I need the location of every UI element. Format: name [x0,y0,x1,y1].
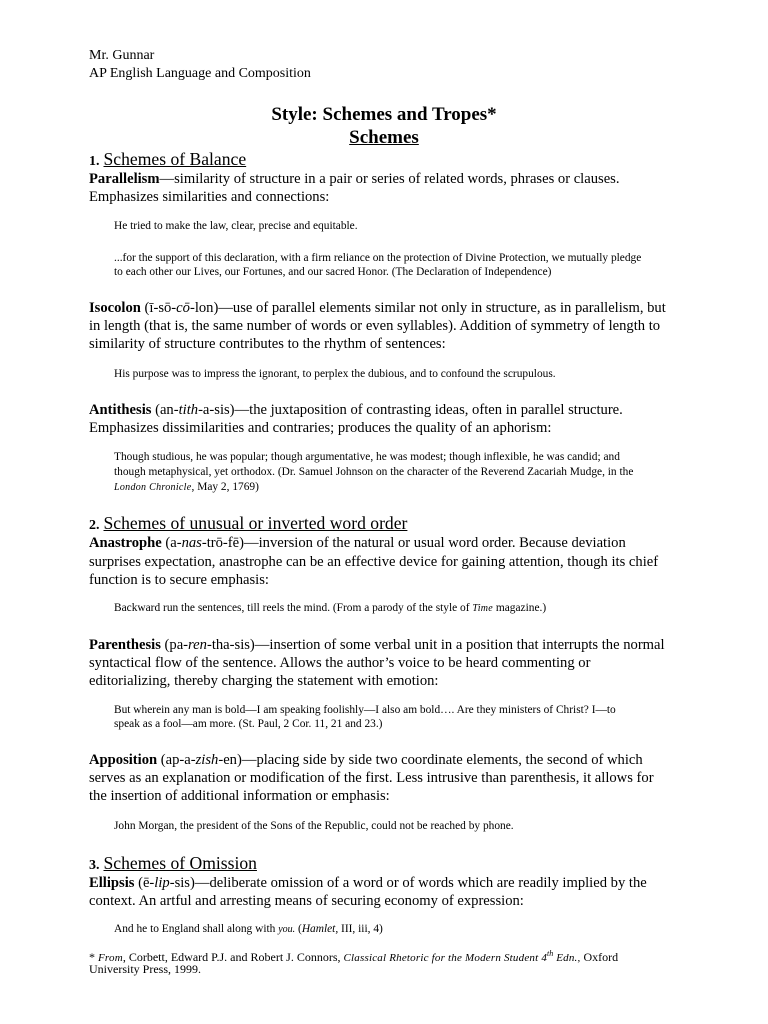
definition-text: —inversion of the natural or usual word order. Because deviation [244,535,626,551]
source-date: , May 2, 1769) [191,481,259,493]
definition-text: —insertion of some verbal unit in a position that interrupts the normal [254,637,665,653]
section-number: 2. [89,518,100,533]
parallelism-example-2-cont: to each other our Lives, our Fortunes, and our sacred Honor. (The Declaration of Independence) [114,266,552,278]
definition-text: —similarity of structure in a pair or series of related words, phrases or clauses. [159,171,620,187]
apposition-example-1: John Morgan, the president of the Sons of the Republic, could not be reached by phone. [114,820,514,832]
term-antithesis: Antithesis [89,402,152,418]
pronunciation: -sis) [169,875,195,891]
page-title: Style: Schemes and Tropes* [271,104,497,125]
footnote-book-title: Classical Rhetoric for the Modern Student 4 [343,952,548,964]
parallelism-def-line-2: Emphasizes similarities and connections: [89,189,330,205]
pronunciation: -lon) [189,300,219,316]
definition-text: —the juxtaposition of contrasting ideas, often in parallel structure. [234,402,623,418]
term-anastrophe: Anastrophe [89,535,162,551]
isocolon-def-line-2: in length (that is, the same number of words or even syllables). Addition of symmetry of length to [89,318,661,334]
anastrophe-example-1 [114,601,546,616]
example-text: magazine.) [493,602,547,614]
pronunciation-stress: ren [188,637,207,653]
anastrophe-def-line-2: surprises expectation, anastrophe can be an effective device for gaining attention, though its chief [89,554,659,570]
term-parenthesis: Parenthesis [89,637,161,653]
pronunciation: (an- [151,402,179,418]
pronunciation: (ap-a- [157,752,196,768]
isocolon-example-1: His purpose was to impress the ignorant, to perplex the dubious, and to confound the scrupulous. [114,368,556,380]
pronunciation: -en) [218,752,242,768]
term-parallelism: Parallelism [89,171,160,187]
definition-text: —placing side by side two coordinate elements, the second of which [241,752,643,768]
antithesis-example-2: though metaphysical, yet orthodox. (Dr. Samuel Johnson on the character of the Reverend Zacariah Mudge, in the [114,466,634,478]
parallelism-example-2: ...for the support of this declaration, with a firm reliance on the protection of Divine Protection, we mutually pledge [114,252,642,264]
author-name: Mr. Gunnar [89,48,155,63]
section-number: 3. [89,858,100,873]
parenthesis-example-2: speak as a fool—am more. (St. Paul, 2 Cor. 11, 21 and 23.) [114,718,383,730]
footnote-from: From [98,952,123,964]
apposition-def-line-1 [89,751,643,770]
section-title: Schemes of Balance [103,149,247,169]
section-heading-2 [89,513,407,534]
footnote-line-2: University Press, 1999. [89,962,201,976]
definition-text: —use of parallel elements similar not only in structure, as in parallelism, but [218,300,666,316]
pronunciation: (ē- [134,875,155,891]
pronunciation-stress: lip [154,875,170,891]
course-name: AP English Language and Composition [89,66,311,81]
pronunciation-stress: cō [176,300,190,316]
apposition-def-line-2: serves as an explanation or modification of the first. Less intrusive than parenthesis, it allows for [89,770,654,786]
source-title: Time [472,603,494,614]
term-isocolon: Isocolon [89,300,141,316]
section-title: Schemes of unusual or inverted word order [103,513,408,533]
pronunciation-stress: zish [195,752,219,768]
footnote-mark: * [89,950,98,964]
apposition-def-line-3: the insertion of additional information or emphasis: [89,788,390,804]
section-title: Schemes of Omission [103,853,257,873]
parallelism-example-1: He tried to make the law, clear, precise and equitable. [114,220,358,232]
parenthesis-example-1: But wherein any man is bold—I am speaking foolishly—I also am bold…. Are they ministers of Christ? I—to [114,704,616,716]
parenthesis-def-line-2: syntactical flow of the sentence. Allows the author’s voice to be heard commenting or [89,655,591,671]
section-heading-3 [89,853,257,874]
example-text: III, iii, 4) [338,923,383,935]
definition-text: —deliberate omission of a word or of words which are readily implied by the [194,875,647,891]
footnote-authors: , Corbett, Edward P.J. and Robert J. Connors, [122,950,344,964]
anastrophe-def-line-3: function is to secure emphasis: [89,572,269,588]
source-title: London Chronicle [114,482,192,493]
ellipsis-def-line-1 [89,874,647,893]
pronunciation: (a- [161,535,182,551]
pronunciation-stress: nas [181,535,202,551]
term-ellipsis: Ellipsis [89,875,135,891]
example-emphasis: you. [278,924,296,935]
pronunciation: (pa- [160,637,189,653]
isocolon-def-line-3: similarity of structure contributes to the rhythm of sentences: [89,336,446,352]
footnote-publisher: Oxford [580,950,619,964]
term-apposition: Apposition [89,752,158,768]
anastrophe-def-line-1 [89,534,626,553]
antithesis-example-1: Though studious, he was popular; though argumentative, he was modest; though inflexible, he was candid; and [114,451,620,463]
antithesis-def-line-2: Emphasizes dissimilarities and contraries; produces the quality of an aphorism: [89,420,552,436]
parallelism-def-line-1 [89,170,620,189]
parenthesis-def-line-1 [89,636,665,655]
ellipsis-def-line-2: context. An artful and arresting means of securing economy of expression: [89,893,524,909]
example-text: ( [295,923,302,935]
parenthesis-def-line-3: editorializing, thereby charging the statement with emotion: [89,673,439,689]
example-text: Backward run the sentences, till reels the mind. (From a parody of the style of [114,602,473,614]
footnote-superscript: th [547,949,554,958]
pronunciation-stress: tith [178,402,199,418]
source-title: Hamlet, [301,923,339,935]
page-subtitle-wrap [0,127,768,149]
pronunciation: -a-sis) [198,402,235,418]
example-text: And he to England shall along with [114,923,279,935]
page-subtitle: Schemes [349,127,419,148]
section-heading-1 [89,149,246,170]
antithesis-def-line-1 [89,401,623,420]
pronunciation: (ī-sō- [140,300,177,316]
ellipsis-example-1 [114,922,383,937]
pronunciation: -tha-sis) [206,637,255,653]
isocolon-def-line-1 [89,299,666,318]
section-number: 1. [89,154,100,169]
pronunciation: -trō-fē) [201,535,244,551]
footnote-edition: Edn., [553,952,581,964]
antithesis-example-3 [114,480,259,495]
